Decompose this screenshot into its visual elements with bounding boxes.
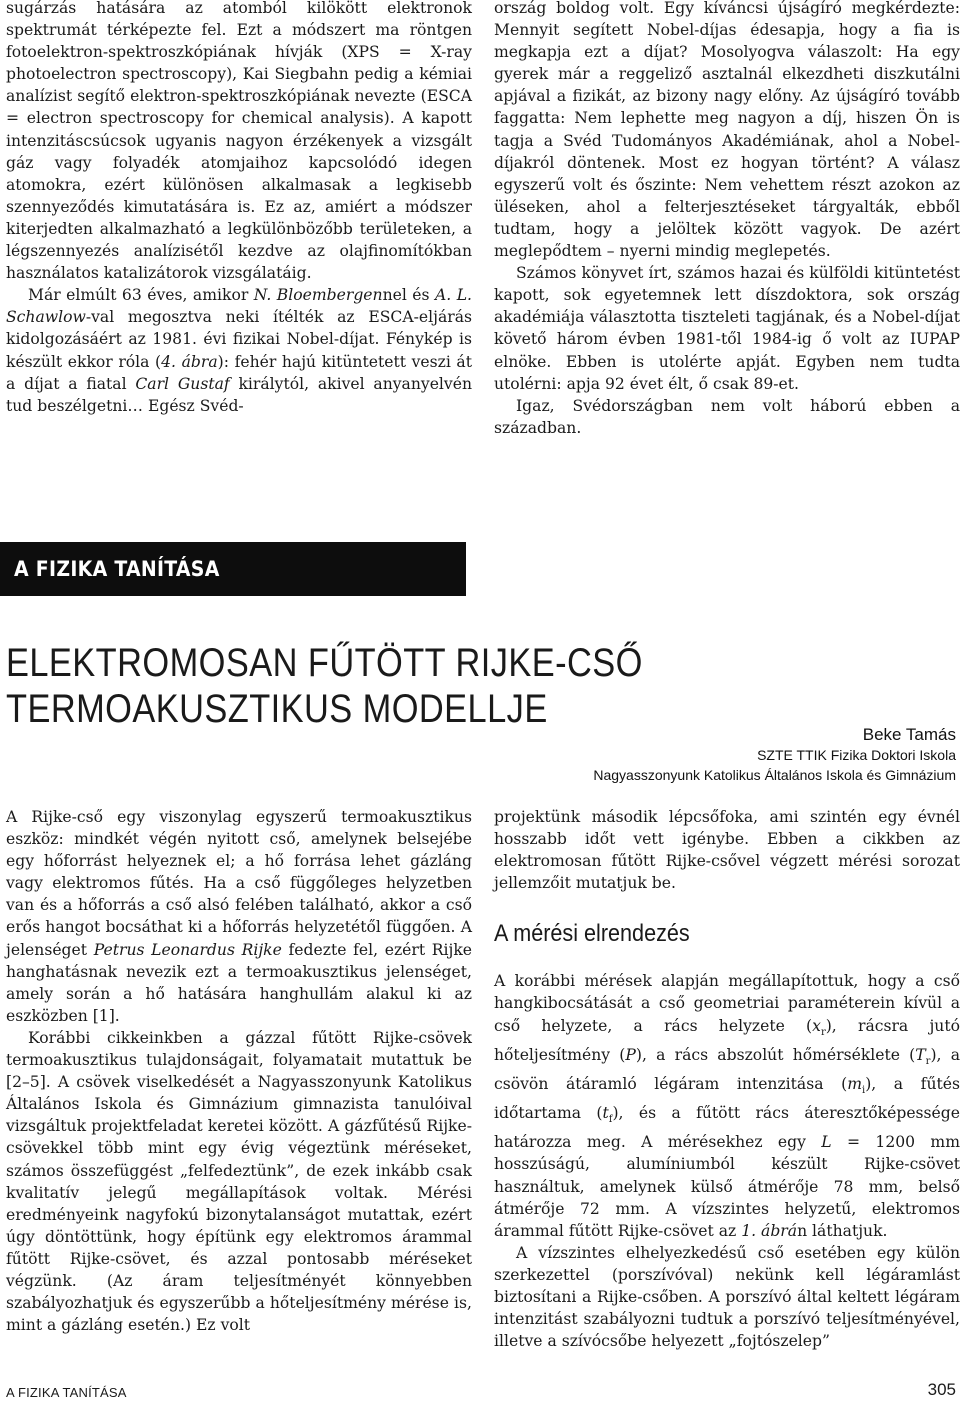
text-run: fedezte fel, ezért Rijke hanghatásnak nevezik ezt a termoakusztikus jelenséget, amely során a hő hatására hanghullám alakul ki az eszközben [1]. (6, 940, 473, 1025)
text-run: ), a rács abszolút hőmérséklete ( (635, 1045, 916, 1064)
paragraph (494, 1242, 960, 1352)
paragraph (6, 284, 472, 417)
text-run: Igaz, Svédországban nem volt háború ebben a században. (494, 396, 960, 437)
italic-text: T (915, 1045, 926, 1064)
footer-section-label: A FIZIKA TANÍTÁSA (6, 1385, 127, 1400)
subscript: f (608, 1114, 613, 1126)
affiliation-1: SZTE TTIK Fizika Doktori Iskola (757, 747, 956, 763)
text-run: Már elmúlt 63 éves, amikor (28, 286, 254, 305)
section-label: A FIZIKA TANÍTÁSA (14, 557, 220, 581)
page-number: 305 (927, 1380, 956, 1399)
subscript: r (925, 1055, 931, 1067)
bottom-column-2 (494, 806, 960, 1352)
paragraph (494, 262, 960, 395)
title-line-2: TERMOAKUSZTIKUS MODELLJE (6, 687, 548, 731)
paragraph (494, 395, 960, 439)
italic-text: x (812, 1016, 821, 1035)
author-name: Beke Tamás (862, 725, 956, 744)
text-run: sugárzás hatására az atomból kilökött elektronok spektrumát térképezte fel. Ezt a módszert ma röntgen fotoelektron-spektroszkópiának hívják (XPS = X-ray photoelectron spectroscopy), Kai Siegbahn pedig a kémiai analízist segítő elektron-spektroszkópiának nevezte (ESCA = electron spectroscopy for chemical analysis). A kapott intenzitáscsúcsok ugyanis nagyon érzékenyek a vizsgált gáz vagy folyadék atomjaihoz kapcsolódó idegen atomokra, ezért különösen alkalmasak a legkisebb szennyeződés kimutatására is. Ez az, amiért a módszer kiterjedten alkalmazható a legkülönbözőbb területeken, a légszennyezés analízisétől kezdve az olajfinomítókban használatos katalizátorok vizsgálatáig. (6, 0, 472, 283)
affiliation-2: Nagyasszonyunk Katolikus Általános Iskola és Gimnázium (593, 767, 956, 783)
italic-text: Petrus Leonardus Rijke (93, 940, 282, 959)
top-column-1 (6, 0, 472, 417)
text-run: ), a csövön átáramló légáram intenzitása ( (494, 1045, 960, 1093)
top-column-2 (494, 0, 960, 439)
text-run: ), a fűtés időtartama ( (494, 1074, 960, 1123)
title-line-1: ELEKTROMOSAN FŰTÖTT RIJKE-CSŐ (6, 641, 643, 685)
text-run: ), és a fűtött rács áteresztőképessége határozza meg. A mérésekhez egy (494, 1104, 960, 1152)
bottom-column-1 (6, 806, 472, 1336)
text-run: A korábbi mérések alapján megállapítottuk, hogy a cső hangkibocsátását a cső geometriai paraméterein kívül a cső helyzete, a rács helyzete ( (494, 972, 960, 1035)
text-run: ): fehér hajú kitüntetett veszi át a díjat a fiatal (6, 352, 472, 393)
text-run: ország boldog volt. Egy kíváncsi újságíró megkérdezte: Mennyit segített Nobel-díjas édesapja, hogy a fia is megkapja ezt a díjat? Mosolyogva válaszolt: Ha egy gyerek már a reggeliző asztalnál elkezdheti diszkutálni apjával a fizikát, az bizony nagy előny. Az újságíró tovább faggatta: Nem lephette meg nagyon a díj, hiszen Ön is tagja a Svéd Tudományos Akadémiának, ahol a Nobel-díjakról döntenek. Most ez hogyan történt? A válasz egyszerű volt és őszinte: Nem vehettem részt azokon az üléseken, ahol a felterjesztéseket tárgyalták, ebből tudtam, hogy a jelöltek között vagyok. De azért meglepődtem – nyerni mindig meglepetés. (494, 0, 960, 261)
italic-text: L (821, 1133, 832, 1152)
text-run: -val megosztva neki ítélték az ESCA-eljárás kidolgozásáért az 1981. évi fizikai Nobel-díjat. Fénykép is készült ekkor róla ( (6, 308, 472, 371)
subscript: i (861, 1085, 866, 1097)
text-run: = 1200 mm hosszúságú, alumíniumból készült Rijke-csövet használtuk, amelynek külső átmérője 78 mm, belső átmérője 72 mm. A vízszintes helyzetű, elektromos árammal fűtött Rijke-csövet az (494, 1133, 960, 1240)
author-block (593, 724, 956, 785)
paragraph (6, 0, 472, 284)
paragraph (494, 970, 960, 1241)
italic-text: m (847, 1074, 862, 1093)
paragraph (6, 806, 472, 1027)
text-run: A vízszintes elhelyezkedésű cső esetében egy külön szerkezettel (porszívóval) nekünk kell légáramlást biztosítani a Rijke-csőben. A porszívó által keltett légáram intenzitást szabályozni tudtuk a porszívó teljesítményével, illetve a szívócsőbe helyezett „fojtószelep” (494, 1243, 960, 1351)
italic-text: P (625, 1045, 636, 1064)
text-run: projektünk második lépcsőfoka, ami szintén egy évnél hosszabb időt vett igénybe. Ebben a cikkben az elektromosan fűtött Rijke-csővel végzett mérési sorozat jellemzőit mutatjuk be. (494, 808, 960, 893)
paragraph (494, 0, 960, 262)
bottom-column-2-intro (494, 806, 960, 894)
text-run: nel és (382, 286, 436, 305)
italic-text: t (602, 1104, 609, 1123)
subheading: A mérési elrendezés (494, 920, 690, 948)
italic-text: Carl Gustaf (135, 374, 230, 393)
italic-text: A. L. Schawlow (6, 286, 473, 327)
italic-text: 1. ábrá (741, 1221, 798, 1240)
text-run: királytól, akivel anyanyelvén tud beszélgetni… Egész Svéd- (6, 374, 472, 415)
section-band (0, 542, 466, 596)
subscript: r (820, 1026, 826, 1038)
article-title (6, 640, 643, 732)
paragraph (494, 806, 960, 894)
italic-text: N. Bloembergen (253, 286, 383, 305)
text-run: n láthatjuk. (797, 1221, 888, 1240)
text-run: Korábbi cikkeinkben a gázzal fűtött Rijke-csövek termoakusztikus tulajdonságait, folyamatait mutattuk be [2–5]. A csövek viselkedését a Nagyasszonyunk Katolikus Általános Iskola és Gimnázium gimnazista tanulóival vizsgáltuk projektfeladat keretei között. A gázfűtésű Rijke-csövekkel több mint egy évig végeztünk méréseket, számos összefüggést „felfedeztünk”, de ezek inkább csak kvalitatív jelegű megállapítások voltak. Mérési eredményeink nagyfokú bizonytalanságot mutattak, ezért úgy döntöttünk, hogy építünk egy elektromos árammal fűtött Rijke-csövet, és azzal pontosabb méréseket végzünk. (Az áram teljesítményét könnyebben szabályozhatjuk és egyszerűbb a hőteljesítmény mérése is, mint a gázláng esetén.) Ez volt (6, 1028, 472, 1335)
italic-text: 4. ábra (161, 352, 218, 371)
text-run: ), rácsra jutó hőteljesítmény ( (494, 1016, 960, 1064)
paragraph (6, 1027, 472, 1336)
text-run: A Rijke-cső egy viszonylag egyszerű termoakusztikus eszköz: mindkét végén nyitott cső, amelynek belsejébe egy hőforrást helyeznek el; a hő forrása lehet gázláng vagy elektromos fűtés. Ha a cső függőleges helyzetben van és a hőforrás a cső alsó felében található, akkor a cső erős hangot bocsáthat ki a hőforrás helyzetétől függően. A jelenséget (6, 808, 472, 959)
bottom-column-2-body (494, 970, 960, 1352)
text-run: Számos könyvet írt, számos hazai és külföldi kitüntetést kapott, sok egyetemnek lett díszdoktora, sok ország akadémiája választotta tiszteleti tagjának, és a Nobel-díjat követő három évben 1981-től 1984-ig ő volt az IUPAP elnöke. Ebben is utolérte apját. Egyben nem tudta utolérni: apja 92 évet élt, ő csak 89-et. (494, 264, 960, 393)
